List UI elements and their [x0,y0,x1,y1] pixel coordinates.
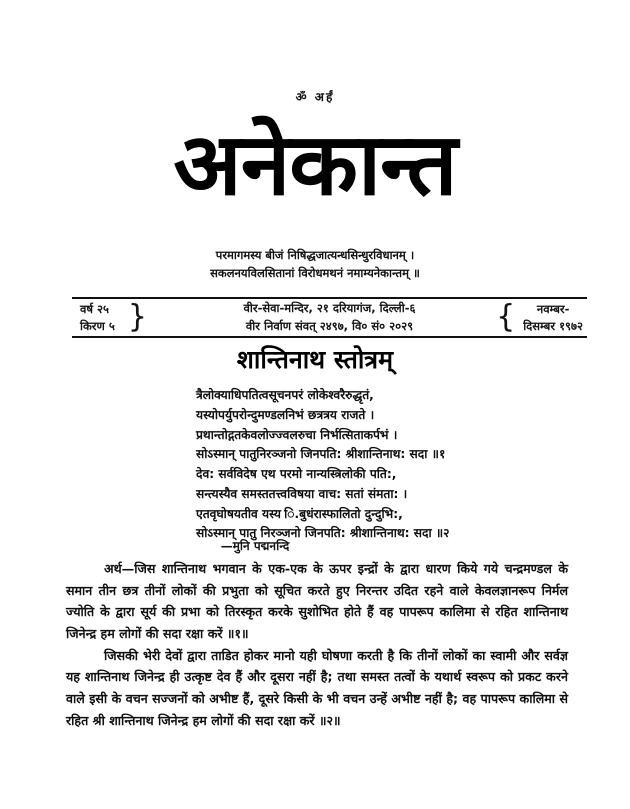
issue-volume: वर्ष २५ [80,301,110,316]
verse-line: देव: सर्वविदेष एथ परमो नान्यस्त्रिलोकी पति:, [196,467,397,482]
left-brace-icon: } [127,297,147,335]
commentary-text [66,558,568,731]
issue-info-bar [72,297,587,338]
invocation-text: ॐ अर्हं [295,90,335,104]
verse-line: सोऽस्मान् पातुनिरञ्जनो जिनपति: श्रीशान्तिनाथ: सदा ॥१ [196,447,446,462]
issue-month-start: नवम्बर- [536,301,570,316]
sanskrit-epigraph [0,247,630,283]
publication-era-date: वीर निर्वाण संवत् २४९७, वि० सं० २०२९ [245,318,414,333]
article-title: शान्तिनाथ स्तोत्रम् [236,345,394,374]
issue-volume-block [72,297,204,335]
publisher-address: वीर-सेवा-मन्दिर, २१ दरियागंज, दिल्ली-६ [243,301,416,316]
verse-line: प्रथान्तोद्गतकेवलोज्ज्वलरुचा निर्भत्सिताकर्पभं । [196,427,398,442]
issue-date-block [455,297,587,335]
verse-line: सोऽस्मान् पातु निरञ्जनो जिनपति: श्रीशान्तिनाथ: सदा ॥२ [196,526,450,541]
author-byline: —मुनि पद्मनन्दि [220,539,290,553]
commentary-paragraph: अर्थ—जिस शान्तिनाथ भगवान के एक-एक के ऊपर इन्द्रों के द्वारा धारण किये गये चन्द्रमण्डल के समान तीन छत्र तीनों लोकों की प्रभुता को सूचित करते हुए निरन्तर उदित रहने वाले केवलज्ञानरूप निर्मल ज्योति के द्वारा सूर्य की प्रभा को तिरस्कृत करके सुशोभित होते हैं वह पापरूप कालिमा से रहित शान्तिनाथ जिनेन्द्र हम लोगों की सदा रक्षा करें ॥१॥ [66,561,568,641]
publisher-block [204,300,455,335]
verse-line: त्रैलोक्याधिपतित्वसूचनपरं लोकेश्वरैरुद्धृतं, [196,388,374,402]
verse-line: एतवृघोषयतीव यस्य ि.बुधंरास्फालितो दुन्दुभि:, [196,506,403,521]
issue-volume-lines [80,301,115,334]
issue-date-lines [523,301,583,334]
right-brace-icon: { [496,297,516,335]
verse-line: यस्योपर्युपरोन्दुमण्डलनिभं छत्रत्रय राजते । [196,407,375,422]
epigraph-line-1: परमागमस्य बीजं निषिद्धजात्यन्धसिन्धुरविधानम् । [215,248,415,262]
issue-number: किरण ५ [80,318,115,333]
issue-month-end-year: दिसम्बर १९७२ [523,318,583,333]
masthead-title: अनेकान्त [173,115,457,215]
sanskrit-verses [196,386,596,544]
epigraph-line-2: सकलनयविलसितानां विरोधमथनं नमाम्यनेकान्तम् ॥ [210,265,420,280]
commentary-paragraph: जिसकी भेरी देवों द्वारा ताडित होकर मानो यही घोषणा करती है कि तीनों लोकों का स्वामी और सर्वज्ञ यह शान्तिनाथ जिनेन्द्र ही उत्कृष्ट देव हैं और दूसरा नहीं है; तथा समस्त तत्वों के यथार्थ स्वरूप को प्रकट करने वाले इसी के वचन सज्जनों को अभीष्ट हैं, दूसरे किसी के भी वचन उन्हें अभीष्ट नहीं है; वह पापरूप कालिमा से रहित श्री शान्तिनाथ जिनेन्द्र हम लोगों की सदा रक्षा करें ॥२॥ [66,647,568,728]
verse-line: सन्त्यस्यैव समस्ततत्त्वविषया वाच: सतां संमता: । [196,486,408,501]
